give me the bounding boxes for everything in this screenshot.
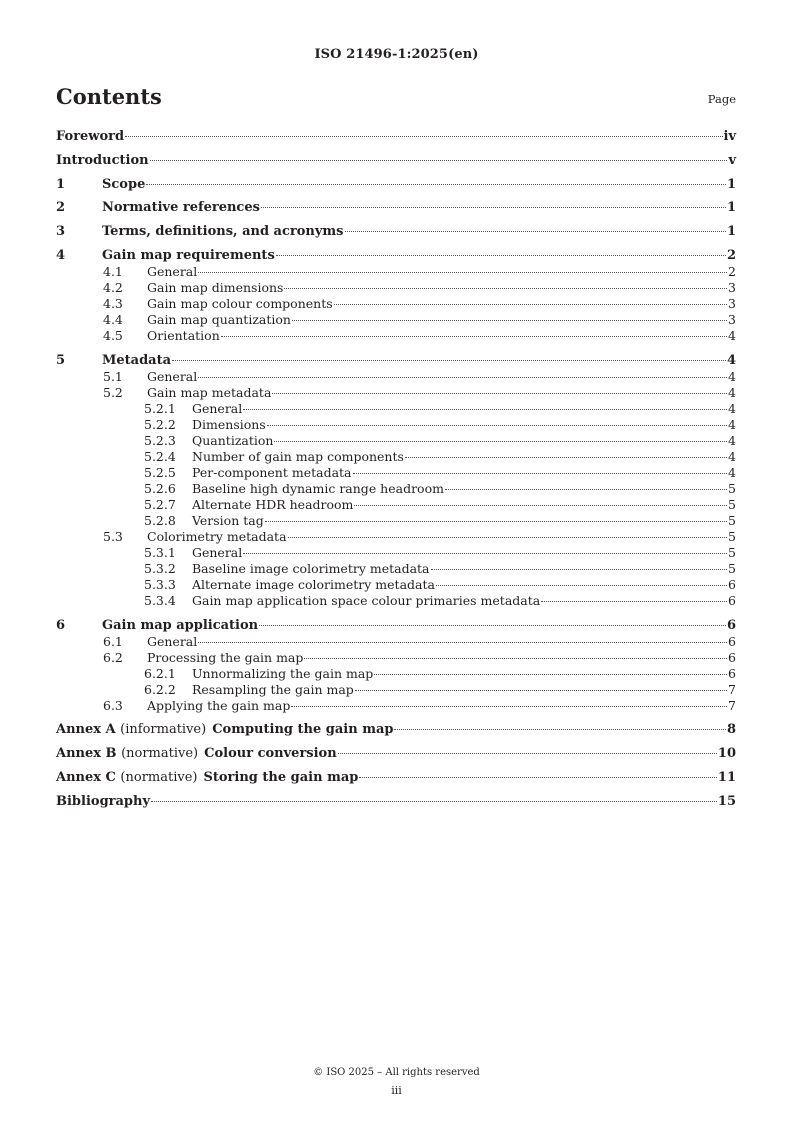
toc-page-number: 7 (728, 682, 736, 697)
dot-leader (243, 409, 727, 410)
toc-page-number: 8 (726, 722, 736, 737)
toc-page-number: 6 (728, 666, 736, 681)
toc-title: Gain map application space colour primaries metadata (192, 593, 541, 608)
toc-number: 6 (56, 618, 66, 633)
dot-leader (445, 489, 727, 490)
toc-page-number: 6 (728, 634, 736, 649)
toc-title: Gain map metadata (147, 385, 272, 400)
dot-leader (259, 625, 726, 626)
toc-page-number: iv (723, 129, 736, 144)
toc-number: 5.3.1 (144, 545, 176, 560)
toc-page-number: 4 (728, 369, 736, 384)
dot-leader (150, 160, 728, 161)
toc-title: Alternate image colorimetry metadata (192, 577, 435, 592)
toc-title: Foreword (56, 129, 125, 144)
toc-entry-6-2[interactable] (56, 650, 736, 666)
toc-number: 4.1 (103, 264, 123, 279)
toc-number: 6.3 (103, 698, 123, 713)
toc-number: 5.3 (103, 529, 123, 544)
toc-entry-5-3-1[interactable] (56, 545, 736, 561)
toc-title: Quantization (192, 433, 274, 448)
toc-title: Gain map requirements (102, 248, 275, 263)
dot-leader (198, 272, 727, 273)
toc-entry-5-2-3[interactable] (56, 433, 736, 449)
toc-page-number: 2 (726, 248, 736, 263)
toc-entry-6-2-2[interactable] (56, 682, 736, 698)
toc-page-number: 3 (728, 280, 736, 295)
toc-title (56, 722, 393, 737)
toc-entry-5-3-2[interactable] (56, 561, 736, 577)
toc-page-number: 4 (728, 328, 736, 343)
toc-page-number: 10 (717, 746, 736, 761)
dot-leader (221, 336, 727, 337)
toc-entry-5-2[interactable] (56, 385, 736, 401)
toc-title: Terms, definitions, and acronyms (102, 224, 344, 239)
toc-number: 3 (56, 224, 66, 239)
toc-title: Orientation (147, 328, 220, 343)
toc-page-number: 4 (728, 465, 736, 480)
dot-leader (288, 537, 728, 538)
toc-number: 5.1 (103, 369, 123, 384)
dot-leader (267, 425, 727, 426)
toc-page-number: 4 (728, 417, 736, 432)
toc-entry-5-2-1[interactable] (56, 401, 736, 417)
toc-page-number: 2 (728, 264, 736, 279)
toc-entry-3[interactable] (56, 224, 736, 240)
toc-page-number: v (728, 153, 736, 168)
dot-leader (405, 457, 727, 458)
dot-leader (198, 642, 727, 643)
toc-entry-4-3[interactable] (56, 296, 736, 312)
toc-title: General (147, 634, 198, 649)
toc-title: Unnormalizing the gain map (192, 666, 374, 681)
toc-entry-foreword[interactable] (56, 129, 736, 145)
dot-leader (354, 505, 727, 506)
toc-entry-6-3[interactable] (56, 698, 736, 714)
toc-page-number: 3 (728, 296, 736, 311)
toc-entry-6-2-1[interactable] (56, 666, 736, 682)
toc-number: 5.2.3 (144, 433, 176, 448)
dot-leader (261, 207, 726, 208)
toc-entry-annex-c[interactable] (56, 770, 736, 786)
dot-leader (334, 304, 727, 305)
toc-page-number: 6 (728, 593, 736, 608)
toc-entry-1[interactable] (56, 177, 736, 193)
toc-number: 6.2.1 (144, 666, 176, 681)
toc-page-number: 4 (728, 385, 736, 400)
copyright-notice: © ISO 2025 – All rights reserved (313, 1067, 480, 1078)
toc-page-number: 5 (728, 529, 736, 544)
toc-number: 4.4 (103, 312, 123, 327)
toc-page-number: 5 (728, 513, 736, 528)
toc-entry-4-1[interactable] (56, 264, 736, 280)
dot-leader (243, 553, 727, 554)
toc-number: 4 (56, 248, 66, 263)
toc-entry-5-2-2[interactable] (56, 417, 736, 433)
dot-leader (172, 360, 726, 361)
toc-title: General (147, 369, 198, 384)
toc-page-number: 15 (717, 794, 736, 809)
toc-title (56, 770, 358, 785)
annex-title: Computing the gain map (212, 722, 394, 737)
toc-title: Scope (102, 177, 146, 192)
toc-title: Metadata (102, 353, 172, 368)
toc-number: 5.2.1 (144, 401, 176, 416)
annex-label: Annex B (56, 746, 117, 761)
toc-entry-5-3-3[interactable] (56, 577, 736, 593)
toc-title: General (192, 545, 243, 560)
dot-leader (284, 288, 727, 289)
annex-label: Annex A (56, 722, 116, 737)
toc-entry-4-4[interactable] (56, 312, 736, 328)
toc-number: 5.2.6 (144, 481, 176, 496)
annex-label: Annex C (56, 770, 116, 785)
dot-leader (125, 136, 722, 137)
dot-leader (338, 753, 717, 754)
toc-number: 5.2.7 (144, 497, 176, 512)
toc-title (56, 746, 337, 761)
dot-leader (345, 231, 726, 232)
toc-entry-5-2-6[interactable] (56, 481, 736, 497)
toc-page-number: 6 (728, 577, 736, 592)
toc-entry-6-1[interactable] (56, 634, 736, 650)
toc-number: 6.2.2 (144, 682, 176, 697)
toc-title: General (192, 401, 243, 416)
toc-number: 6.2 (103, 650, 123, 665)
toc-title: Resampling the gain map (192, 682, 354, 697)
toc-title: Gain map dimensions (147, 280, 284, 295)
annex-kind: (normative) (120, 770, 198, 785)
toc-page-number: 1 (726, 177, 736, 192)
toc-entry-5-2-4[interactable] (56, 449, 736, 465)
toc-title: Number of gain map components (192, 449, 404, 464)
toc-entry-5-2-5[interactable] (56, 465, 736, 481)
toc-number: 5.3.4 (144, 593, 176, 608)
footer-page-number: iii (391, 1084, 402, 1097)
toc-number: 5.2.2 (144, 417, 176, 432)
dot-leader (151, 801, 717, 802)
toc-page-number: 5 (728, 481, 736, 496)
toc-title: Bibliography (56, 794, 151, 809)
toc-number: 4.3 (103, 296, 123, 311)
page-column-label: Page (707, 92, 736, 106)
toc-page-number: 7 (728, 698, 736, 713)
toc-title: Dimensions (192, 417, 266, 432)
toc-number: 5.3.2 (144, 561, 176, 576)
contents-heading: Contents (56, 84, 162, 109)
toc-title: Gain map colour components (147, 296, 333, 311)
toc-entry-introduction[interactable] (56, 153, 736, 169)
annex-kind: (informative) (120, 722, 207, 737)
toc-title: Processing the gain map (147, 650, 304, 665)
toc-entry-5-3-4[interactable] (56, 593, 736, 609)
toc-page-number: 6 (728, 650, 736, 665)
toc-entry-bibliography[interactable] (56, 794, 736, 810)
dot-leader (291, 706, 727, 707)
toc-title: General (147, 264, 198, 279)
toc-page-number: 4 (726, 353, 736, 368)
toc-title: Baseline high dynamic range headroom (192, 481, 444, 496)
toc-page-number: 6 (726, 618, 736, 633)
dot-leader (541, 601, 727, 602)
toc-number: 5.2 (103, 385, 123, 400)
toc-page-number: 4 (728, 401, 736, 416)
dot-leader (272, 393, 727, 394)
toc-title: Colorimetry metadata (147, 529, 287, 544)
annex-kind: (normative) (121, 746, 199, 761)
toc-entry-4-5[interactable] (56, 328, 736, 344)
toc-page-number: 1 (726, 200, 736, 215)
toc-number: 5 (56, 353, 66, 368)
toc-number: 4.5 (103, 328, 123, 343)
toc-page-number: 5 (728, 561, 736, 576)
dot-leader (274, 441, 727, 442)
toc-page-number: 1 (726, 224, 736, 239)
dot-leader (146, 184, 726, 185)
toc-page-number: 4 (728, 433, 736, 448)
toc-entry-4[interactable] (56, 248, 736, 264)
toc-number: 1 (56, 177, 66, 192)
toc-title: Normative references (102, 200, 260, 215)
toc-entry-annex-b[interactable] (56, 746, 736, 762)
annex-title: Storing the gain map (203, 770, 359, 785)
dot-leader (265, 521, 727, 522)
toc-title: Gain map quantization (147, 312, 291, 327)
toc-number: 4.2 (103, 280, 123, 295)
toc-entry-4-2[interactable] (56, 280, 736, 296)
toc-number: 6.1 (103, 634, 123, 649)
toc-entry-5-2-8[interactable] (56, 513, 736, 529)
toc-entry-2[interactable] (56, 200, 736, 216)
dot-leader (394, 729, 725, 730)
dot-leader (276, 255, 726, 256)
annex-title: Colour conversion (204, 746, 337, 761)
toc-page-number: 4 (728, 449, 736, 464)
toc-entry-6[interactable] (56, 618, 736, 634)
toc-title: Introduction (56, 153, 149, 168)
toc-page-number: 5 (728, 497, 736, 512)
toc-title: Gain map application (102, 618, 259, 633)
toc-title: Per-component metadata (192, 465, 352, 480)
toc-entry-5-3[interactable] (56, 529, 736, 545)
dot-leader (292, 320, 727, 321)
toc-title: Applying the gain map (147, 698, 291, 713)
toc-page-number: 3 (728, 312, 736, 327)
toc-entry-annex-a[interactable] (56, 722, 736, 738)
toc-number: 5.2.8 (144, 513, 176, 528)
toc-page-number: 5 (728, 545, 736, 560)
dot-leader (359, 777, 717, 778)
dot-leader (198, 377, 727, 378)
toc-number: 5.2.4 (144, 449, 176, 464)
dot-leader (374, 674, 727, 675)
dot-leader (353, 473, 728, 474)
toc-entry-5-2-7[interactable] (56, 497, 736, 513)
toc-number: 5.2.5 (144, 465, 176, 480)
toc-page-number: 11 (717, 770, 736, 785)
dot-leader (431, 569, 728, 570)
toc-number: 2 (56, 200, 66, 215)
toc-entry-5[interactable] (56, 353, 736, 369)
toc-title: Baseline image colorimetry metadata (192, 561, 430, 576)
dot-leader (304, 658, 727, 659)
dot-leader (355, 690, 727, 691)
toc-entry-5-1[interactable] (56, 369, 736, 385)
toc-title: Version tag (192, 513, 264, 528)
toc-title: Alternate HDR headroom (192, 497, 354, 512)
document-id-header: ISO 21496-1:2025(en) (314, 47, 479, 62)
toc-number: 5.3.3 (144, 577, 176, 592)
dot-leader (436, 585, 727, 586)
